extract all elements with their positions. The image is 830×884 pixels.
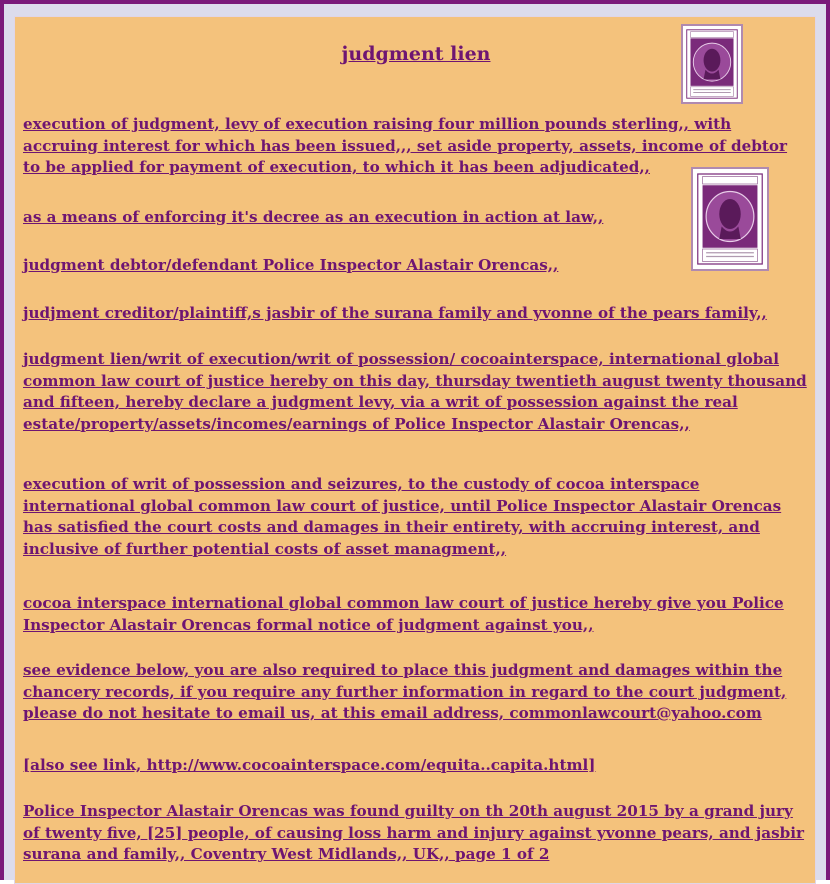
paragraph: judgment lien/writ of execution/writ of possession/ cocoainterspace, international global common law court of justice hereby on this day, thursday twentieth august twenty thousand and fifteen, hereby declare a judgment levy, via a writ of possession against the real estate/property/assets/incomes/earnings of Police Inspector Alastair Orencas,, <box>23 350 807 433</box>
paragraph: judgment debtor/defendant Police Inspector Alastair Orencas,, <box>23 256 559 274</box>
paragraph: judjment creditor/plaintiff,s jasbir of the surana family and yvonne of the pears family,, <box>23 304 767 322</box>
postage-stamp-icon <box>691 167 769 271</box>
paragraph: execution of judgment, levy of execution raising four million pounds sterling,, with accruing interest for which has been issued,,, set aside property, assets, income of debtor to be applied for payment of execution, to which it has been adjudicated,, <box>23 115 788 176</box>
postage-stamp-icon <box>681 24 743 104</box>
document-page <box>14 16 816 884</box>
paragraph: as a means of enforcing it's decree as an execution in action at law,, <box>23 208 604 226</box>
paragraph: cocoa interspace international global common law court of justice hereby give you Police Inspector Alastair Orencas formal notice of judgment against you,, <box>23 594 784 634</box>
paragraph: Police Inspector Alastair Orencas was found guilty on th 20th august 2015 by a grand jury of twenty five, [25] people, of causing loss harm and injury against yvonne pears, and jasbir surana and family,, Coventry West Midlands,, UK,, page 1 of 2 <box>23 802 805 863</box>
link-paragraph[interactable]: [also see link, http://www.cocoainterspace.com/equita..capita.html] <box>23 756 596 774</box>
paragraph: see evidence below, you are also required to place this judgment and damages within the chancery records, if you require any further information in regard to the court judgment, please do not hesitate to email us, at this email address, commonlawcourt@yahoo.com <box>23 661 787 722</box>
page-title: judgment lien <box>341 43 491 65</box>
paragraph: execution of writ of possession and seizures, to the custody of cocoa interspace international global common law court of justice, until Police Inspector Alastair Orencas has satisfied the court costs and damages in their entirety, with accruing interest, and inclusive of further potential costs of asset managment,, <box>23 475 782 558</box>
